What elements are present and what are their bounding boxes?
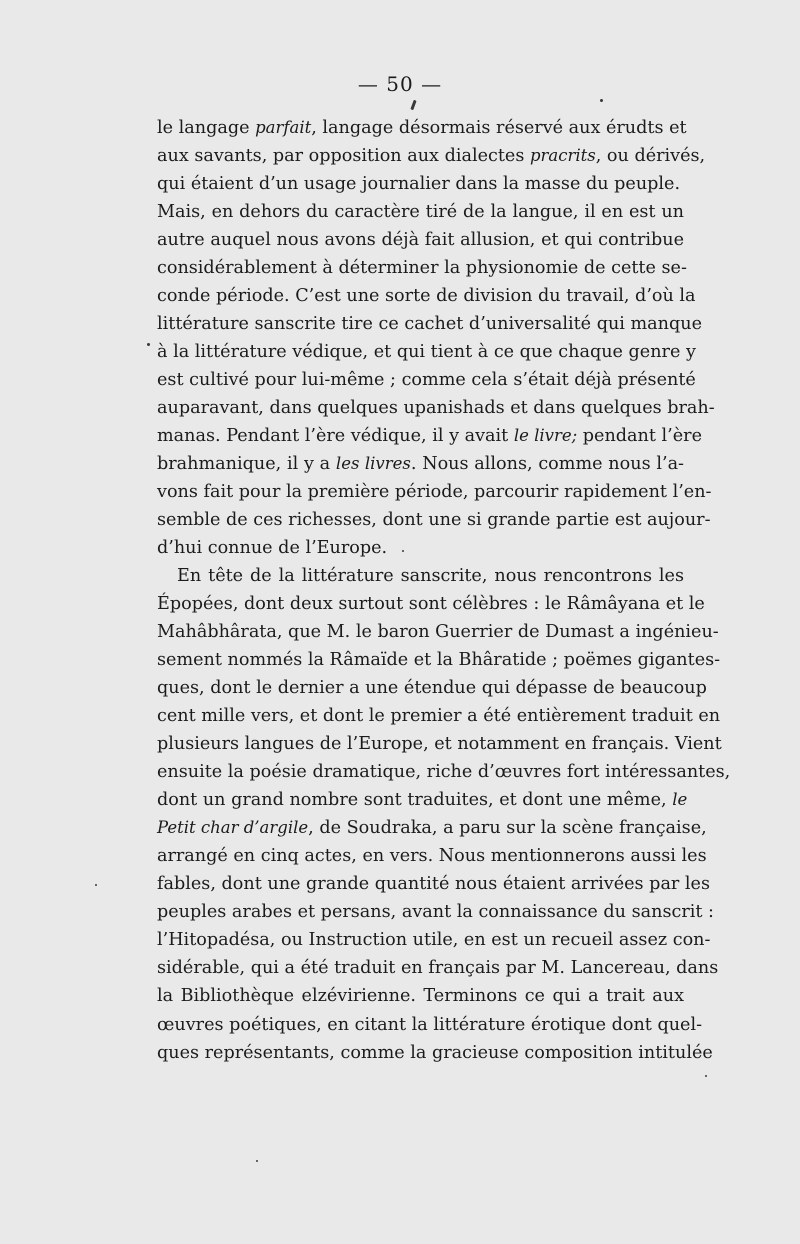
text-run: à la littérature védique, et qui tient à ce que chaque genre y <box>157 342 696 363</box>
text-run: d’hui connue de l’Europe. <box>157 538 388 559</box>
text-run: aux savants, par opposition aux dialectes <box>157 146 530 167</box>
text-line <box>157 170 684 198</box>
text-run: brahmanique, il y a <box>157 454 336 475</box>
text-run: , langage désormais réservé aux érudts et <box>311 118 687 138</box>
text-line <box>157 814 707 842</box>
italic-text: pracrits <box>529 146 596 166</box>
text-line <box>157 926 711 954</box>
text-run: manas. Pendant l’ère védique, il y avait <box>157 426 514 447</box>
text-line <box>157 786 688 814</box>
text-line <box>157 618 719 646</box>
text-line <box>157 114 687 142</box>
text-run: Mahâbhârata, que M. le baron Guerrier de Dumast a ingénieu- <box>157 622 719 643</box>
text-run: autre auquel nous avons déjà fait allusion, et qui contribue <box>157 230 684 251</box>
text-run: œuvres poétiques, en citant la littérature érotique dont quel- <box>157 1014 703 1035</box>
text-line <box>157 226 684 254</box>
text-line <box>157 506 711 534</box>
text-run: ques représentants, comme la gracieuse composition intitulée <box>157 1042 713 1063</box>
text-line <box>157 534 684 562</box>
text-run: fables, dont une grande quantité nous étaient arrivées par les <box>157 874 711 895</box>
italic-text: parfait <box>255 118 312 137</box>
text-run: sidérable, qui a été traduit en français par M. Lancereau, dans <box>157 958 719 979</box>
text-line <box>157 646 721 674</box>
text-run: ensuite la poésie dramatique, riche d’œuvres fort intéressantes, <box>157 762 731 783</box>
page-body-text <box>157 114 731 1067</box>
ink-speck <box>600 99 603 102</box>
text-run: le langage <box>157 118 256 138</box>
text-run: . Nous allons, comme nous l’a- <box>410 454 684 475</box>
text-line <box>157 898 714 926</box>
text-line <box>157 310 703 338</box>
text-line <box>157 870 711 898</box>
text-run: pendant l’ère <box>577 426 702 447</box>
italic-text: Petit char d’argile <box>157 818 309 838</box>
text-line <box>157 590 705 618</box>
text-line <box>157 366 696 394</box>
text-line <box>157 394 715 422</box>
text-line <box>157 982 684 1010</box>
text-run: En tête de la littérature sanscrite, nous rencontrons les <box>177 566 684 587</box>
ink-speck <box>95 884 97 886</box>
ink-speck <box>410 100 416 110</box>
text-line <box>157 562 684 590</box>
text-line <box>157 702 721 730</box>
text-run: cent mille vers, et dont le premier a été entièrement traduit en <box>157 706 721 727</box>
text-line <box>157 1011 703 1039</box>
text-run: , ou dérivés, <box>595 146 706 167</box>
text-run: considérablement à déterminer la physionomie de cette se- <box>157 258 687 279</box>
text-run: auparavant, dans quelques upanishads et dans quelques brah- <box>157 398 715 419</box>
text-run: , de Soudraka, a paru sur la scène française, <box>308 818 707 839</box>
ink-speck <box>147 343 150 346</box>
text-line <box>157 198 684 226</box>
text-line <box>157 338 696 366</box>
text-run: Mais, en dehors du caractère tiré de la langue, il en est un <box>157 202 684 223</box>
text-run: arrangé en cinq actes, en vers. Nous mentionnerons aussi les <box>157 846 707 867</box>
text-run: ques, dont le dernier a une étendue qui dépasse de beaucoup <box>157 678 707 699</box>
text-line <box>157 422 702 450</box>
text-run: littérature sanscrite tire ce cachet d’universalité qui manque <box>157 314 703 335</box>
text-line <box>157 254 687 282</box>
italic-text: le livre; <box>513 426 578 446</box>
text-run: qui étaient d’un usage journalier dans la masse du peuple. <box>157 174 681 195</box>
text-run: conde période. C’est une sorte de division du travail, d’où la <box>157 286 696 307</box>
text-line <box>157 450 684 478</box>
italic-text: le <box>672 790 688 810</box>
text-line <box>157 142 706 170</box>
text-run: l’Hitopadésa, ou Instruction utile, en est un recueil assez con- <box>157 930 711 951</box>
text-line <box>157 758 731 786</box>
text-line <box>157 1039 713 1067</box>
text-run: plusieurs langues de l’Europe, et notamment en français. Vient <box>157 734 722 755</box>
text-run: peuples arabes et persans, avant la connaissance du sanscrit : <box>157 902 714 923</box>
text-line <box>157 282 696 310</box>
text-run: dont un grand nombre sont traduites, et dont une même, <box>157 790 673 811</box>
text-line <box>157 954 719 982</box>
text-line <box>157 674 707 702</box>
ink-speck <box>705 1075 707 1077</box>
text-run: semble de ces richesses, dont une si grande partie est aujour- <box>157 510 711 531</box>
ink-speck <box>402 550 404 552</box>
italic-text: les livres <box>335 454 411 474</box>
text-run: est cultivé pour lui-même ; comme cela s’était déjà présenté <box>157 370 696 391</box>
text-line <box>157 478 712 506</box>
text-line <box>157 842 707 870</box>
text-line <box>157 730 722 758</box>
page-number: — 50 — <box>357 72 443 96</box>
text-run: sement nommés la Râmaïde et la Bhâratide ; poëmes gigantes- <box>157 650 721 671</box>
ink-speck <box>256 1160 258 1162</box>
text-run: Épopées, dont deux surtout sont célèbres : le Râmâyana et le <box>157 594 705 615</box>
text-run: la Bibliothèque elzévirienne. Terminons ce qui a trait aux <box>157 986 684 1007</box>
text-run: vons fait pour la première période, parcourir rapidement l’en- <box>157 482 712 503</box>
